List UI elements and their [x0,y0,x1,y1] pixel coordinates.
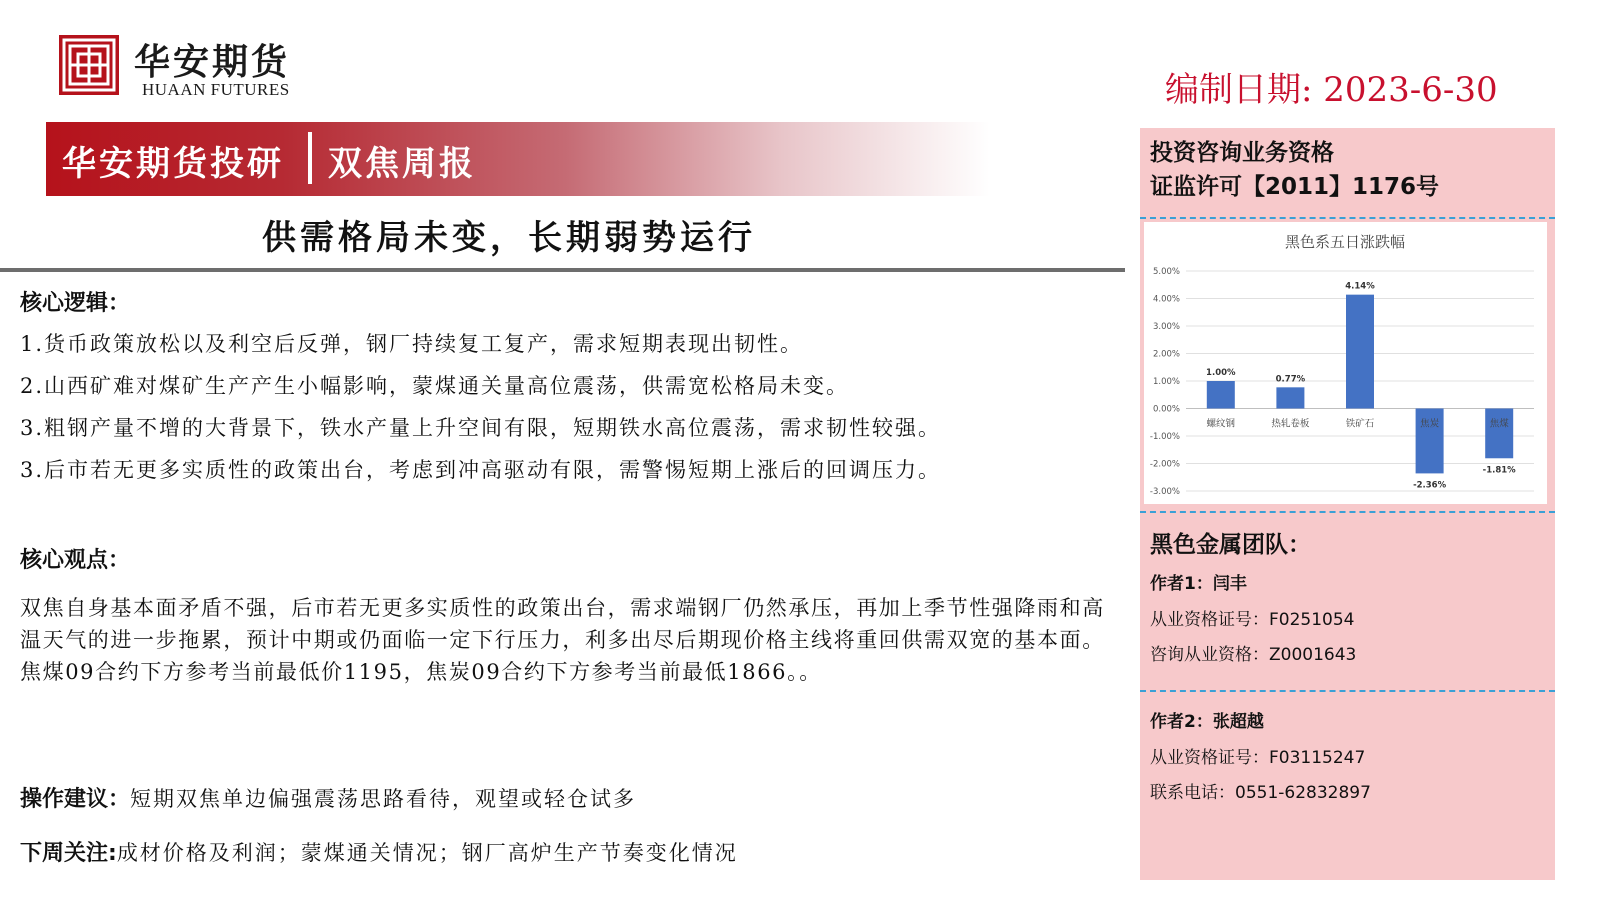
bar-chart-svg [1144,222,1547,504]
sidebar-divider [1140,690,1555,692]
qualification-line-1: 投资咨询业务资格 [1150,140,1334,166]
weekly-change-chart [1144,222,1547,504]
bar [1485,409,1513,459]
compile-date: 编制日期: 2023-6-30 [1165,70,1498,110]
author-2-cert: 从业资格证号：F03115247 [1150,748,1366,768]
x-category-label: 焦炭 [1420,418,1440,430]
core-logic-item: 1.货币政策放松以及利空后反弹，钢厂持续复工复产，需求短期表现出韧性。 [20,332,804,356]
bar-value-label: -1.81% [1482,465,1516,476]
operation-label: 操作建议： [20,787,131,812]
headline-divider [0,268,1125,272]
x-category-label: 焦煤 [1489,418,1509,430]
x-category-label: 螺纹钢 [1206,418,1236,430]
logo-chinese-name: 华安期货 [134,41,291,83]
author-1-consult: 咨询从业资格：Z0001643 [1150,645,1357,665]
core-view-heading: 核心观点： [20,548,131,573]
next-week-text: 成材价格及利润；蒙煤通关情况；钢厂高炉生产节奏变化情况 [116,841,738,865]
team-title: 黑色金属团队： [1150,532,1311,558]
bar [1207,381,1235,409]
y-tick-label: -3.00% [1149,487,1180,497]
bar-value-label: 0.77% [1275,374,1306,385]
chart-title: 黑色系五日涨跌幅 [1284,233,1406,251]
sidebar-divider [1140,511,1555,513]
y-tick-label: 0.00% [1152,404,1180,415]
report-headline: 供需格局未变，长期弱势运行 [262,218,756,258]
operation-advice [20,782,636,813]
bar-value-label: 1.00% [1206,368,1236,378]
banner-divider [308,132,312,184]
operation-text: 短期双焦单边偏强震荡思路看待，观望或轻仓试多 [130,787,637,811]
y-tick-label: 1.00% [1152,377,1180,387]
bar [1276,387,1304,408]
core-logic-item: 3.后市若无更多实质性的政策出台，考虑到冲高驱动有限，需警惕短期上涨后的回调压力。 [20,458,942,482]
x-category-label: 铁矿石 [1345,418,1375,430]
core-logic-heading: 核心逻辑： [20,291,131,316]
author-2-phone: 联系电话：0551-62832897 [1150,783,1371,803]
banner-research-label: 华安期货投研 [62,144,284,184]
x-category-label: 热轧卷板 [1271,418,1310,430]
y-tick-label: 2.00% [1152,349,1180,360]
next-week-label: 下周关注: [20,841,117,866]
qualification-line-2: 证监许可【2011】1176号 [1150,174,1440,200]
y-tick-label: -1.00% [1149,432,1180,442]
author-1-name: 作者1：闫丰 [1150,574,1247,594]
company-logo [58,34,298,98]
author-1-cert: 从业资格证号：F0251054 [1150,610,1355,630]
y-tick-label: 4.00% [1152,294,1180,305]
bar-value-label: -2.36% [1413,480,1447,491]
bar [1346,295,1374,409]
y-tick-label: -2.00% [1149,459,1180,470]
core-logic-item: 2.山西矿难对煤矿生产产生小幅影响，蒙煤通关量高位震荡，供需宽松格局未变。 [20,374,850,398]
y-tick-label: 5.00% [1152,267,1180,277]
core-logic-item: 3.粗钢产量不增的大背景下，铁水产量上升空间有限，短期铁水高位震荡，需求韧性较强。 [20,416,942,440]
core-view-text: 双焦自身基本面矛盾不强，后市若无更多实质性的政策出台，需求端钢厂仍然承压，再加上季节性强降雨和高温天气的进一步拖累，预计中期或仍面临一定下行压力，利多出尽后期现价格主线将重回供需双宽的基本面。焦煤09合约下方参考当前最低价1195，焦炭09合约下方参考当前最低1866。。 [20,596,1105,684]
huaan-logo-icon [58,34,120,96]
bar-value-label: 4.14% [1345,281,1375,292]
logo-english-name: HUAAN FUTURES [142,80,290,99]
report-banner [46,122,990,196]
sidebar-divider [1140,217,1555,219]
banner-report-name: 双焦周报 [328,144,476,184]
next-week-focus [20,836,738,867]
author-2-name: 作者2：张超越 [1150,712,1264,732]
y-tick-label: 3.00% [1152,322,1180,332]
